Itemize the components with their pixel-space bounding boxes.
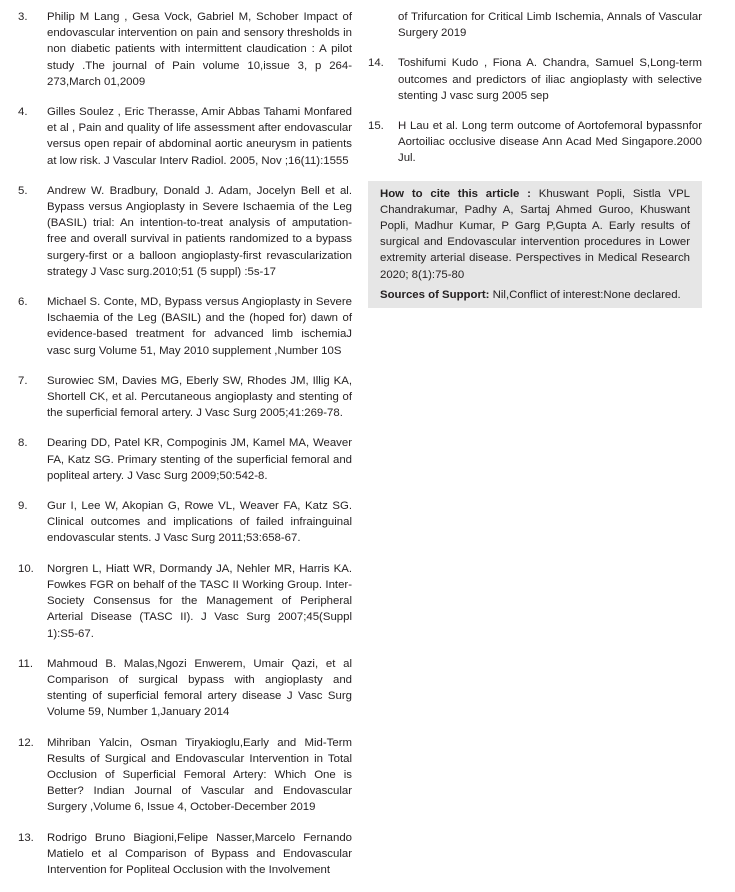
reference-text: Dearing DD, Patel KR, Compoginis JM, Kamel MA, Weaver FA, Katz SG. Primary stenting of the superficial femoral and popliteal artery. J Vasc Surg 2009;50:542-8. xyxy=(47,437,352,482)
reference-item xyxy=(18,498,352,547)
references-left-column xyxy=(18,9,352,892)
reference-item xyxy=(18,735,352,816)
reference-number: 11. xyxy=(18,657,33,670)
reference-item xyxy=(18,183,352,280)
reference-text: of Trifurcation for Critical Limb Ischemia, Annals of Vascular Surgery 2019 xyxy=(398,11,702,40)
reference-number: 15. xyxy=(368,120,384,133)
reference-number: 10. xyxy=(18,562,34,575)
reference-item xyxy=(18,9,352,90)
reference-number: 3. xyxy=(18,11,28,23)
reference-item xyxy=(18,561,352,642)
reference-text: Surowiec SM, Davies MG, Eberly SW, Rhodes JM, Illig KA, Shortell CK, et al. Percutaneous angioplasty and stenting of the superficial femoral artery. J Vasc Surg 2005;41:269-78. xyxy=(47,374,352,420)
reference-number: 13. xyxy=(18,831,34,844)
reference-number: 4. xyxy=(18,106,28,119)
reference-item xyxy=(368,55,702,104)
reference-text: Rodrigo Bruno Biagioni,Felipe Nasser,Marcelo Fernando Matielo et al Comparison of Bypass and Endovascular Intervention for Popliteal Occlusion with the Involvement xyxy=(47,831,352,876)
reference-number: 12. xyxy=(18,736,34,749)
reference-item xyxy=(18,104,352,169)
reference-item xyxy=(18,435,352,484)
references-right-column xyxy=(368,9,702,308)
citation-paragraph xyxy=(380,186,690,283)
reference-item xyxy=(18,656,352,721)
reference-text: Philip M Lang , Gesa Vock, Gabriel M, Schober Impact of endovascular intervention on pain and sensory thresholds in non diabetic patients with intermittent claudication : A pilot study .The journal of Pain volume 10,issue 3, p 264-273,March 01,2009 xyxy=(47,11,352,88)
support-statement xyxy=(380,287,690,303)
reference-text: Norgren L, Hiatt WR, Dormandy JA, Nehler MR, Harris KA. Fowkes FGR on behalf of the TASC II Working Group. Inter-Society Consensus for the Management of Peripheral Arterial Disease (TASC II). J Vasc Surg 2007;45(Suppl 1):S5-67. xyxy=(47,562,352,640)
reference-number: 14. xyxy=(368,57,384,70)
reference-number: 6. xyxy=(18,296,28,309)
reference-text: Andrew W. Bradbury, Donald J. Adam, Jocelyn Bell et al. Bypass versus Angioplasty in Severe Ischaemia of the Leg (BASIL) trial: An intention-to-treat analysis of amputation-free and overall survival in patients randomized to a bypass surgery-first or a balloon angioplasty-first revascularization strategy J Vasc surg.2010;51 (5 suppl) :5s-17 xyxy=(47,184,352,278)
reference-text: Toshifumi Kudo , Fiona A. Chandra, Samuel S,Long-term outcomes and predictors of iliac angioplasty with selective stenting J vasc surg 2005 sep xyxy=(398,57,702,102)
reference-item xyxy=(368,118,702,167)
reference-text: Michael S. Conte, MD, Bypass versus Angioplasty in Severe Ischaemia of the Leg (BASIL) and the (hoped for) dawn of evidence-based treatment for advanced limb ischemiaJ vasc surg Volume 51, May 2010 supplement ,Number 10S xyxy=(47,296,352,357)
reference-item xyxy=(18,373,352,422)
reference-text: Mahmoud B. Malas,Ngozi Enwerem, Umair Qazi, et al Comparison of surgical bypass with angioplasty and stenting of superficial femoral artery disease J Vasc Surg Volume 59, Number 1,January 2014 xyxy=(47,657,352,719)
reference-continuation xyxy=(368,9,702,41)
reference-text: Gilles Soulez , Eric Therasse, Amir Abbas Tahami Monfared et al , Pain and quality of life assessment after endovascular versus open repair of abdominal aortic aneurysm in patients at low risk. J Vascular Interv Radiol. 2005, Nov ;16(11):1555 xyxy=(47,106,352,167)
reference-item xyxy=(18,830,352,879)
citation-text: Khuswant Popli, Sistla VPL Chandrakumar, Padhy A, Sartaj Ahmed Guroo, Khuswant Popli, Madhur Kumar, P Garg P,Gupta A. Early results of surgical and Endovascular intervention procedures in Lower extremity arterial disease. Perspectives in Medical Research 2020; 8(1):75-80 xyxy=(380,187,690,281)
reference-text: Gur I, Lee W, Akopian G, Rowe VL, Weaver FA, Katz SG. Clinical outcomes and implications of failed infrainguinal endovascular stents. J Vasc Surg 2011;53:658-67. xyxy=(47,500,352,545)
reference-number: 8. xyxy=(18,437,28,450)
reference-number: 7. xyxy=(18,374,28,387)
citation-label: How to cite this article : xyxy=(380,187,531,200)
reference-text: H Lau et al. Long term outcome of Aortofemoral bypassnfor Aortoiliac occlusive disease Ann Acad Med Singapore.2000 Jul. xyxy=(398,120,702,165)
citation-box xyxy=(368,181,702,308)
support-label: Sources of Support: xyxy=(380,288,490,301)
reference-text: Mihriban Yalcin, Osman Tiryakioglu,Early and Mid-Term Results of Surgical and Endovascular Intervention in Total Occlusion of Superficial Femoral Artery: Which One is Better? Indian Journal of Vascular and Endovascular Surgery ,Volume 6, Issue 4, October-December 2019 xyxy=(47,736,352,814)
reference-number: 9. xyxy=(18,500,28,513)
support-text: Nil,Conflict of interest:None declared. xyxy=(492,288,681,301)
reference-number: 5. xyxy=(18,184,28,197)
reference-item xyxy=(18,294,352,359)
